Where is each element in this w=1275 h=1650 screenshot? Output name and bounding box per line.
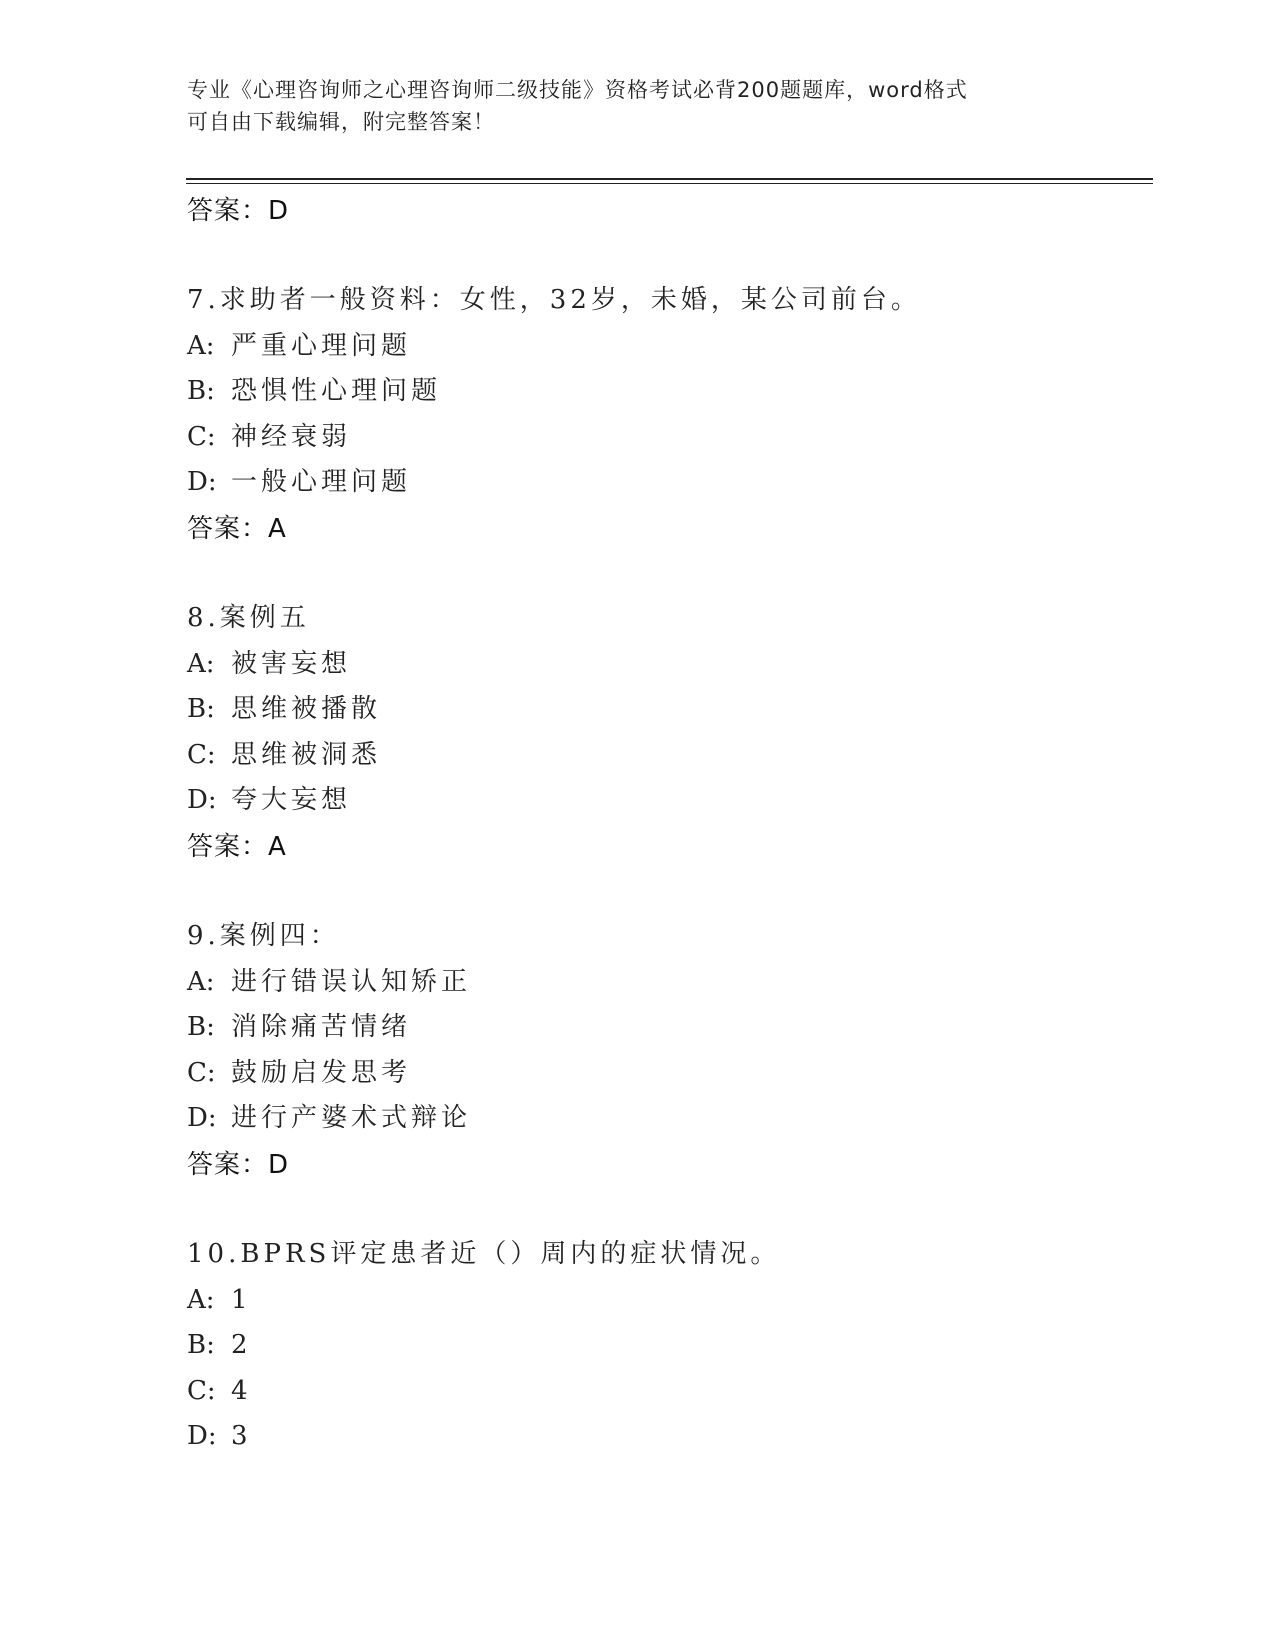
question-block bbox=[187, 278, 1147, 552]
option-label: C: bbox=[187, 1057, 216, 1088]
option-text: 严重心理问题 bbox=[231, 330, 412, 361]
option-text: 一般心理问题 bbox=[231, 467, 412, 498]
question-stem: 10.BPRS评定患者近（）周内的症状情况。 bbox=[187, 1238, 781, 1269]
answer-line: 答案：A bbox=[187, 831, 287, 862]
question-block bbox=[187, 1232, 1147, 1460]
option-text: 思维被播散 bbox=[231, 694, 382, 725]
header-line-2: 可自由下载编辑，附完整答案！ bbox=[187, 110, 495, 134]
option-text: 1 bbox=[231, 1284, 252, 1315]
answer-line: 答案：A bbox=[187, 513, 287, 544]
option-a bbox=[187, 642, 1147, 688]
option-text: 进行错误认知矫正 bbox=[231, 966, 472, 997]
option-d bbox=[187, 1096, 1147, 1142]
option-label: B: bbox=[187, 694, 215, 725]
option-text: 夸大妄想 bbox=[231, 785, 352, 816]
question-stem: 8.案例五 bbox=[187, 602, 310, 633]
header-rule-thick bbox=[186, 178, 1153, 180]
option-d bbox=[187, 778, 1147, 824]
option-text: 2 bbox=[231, 1330, 252, 1361]
option-label: A: bbox=[187, 1284, 215, 1315]
option-label: D: bbox=[187, 1103, 217, 1134]
option-d bbox=[187, 460, 1147, 506]
option-label: A: bbox=[187, 330, 215, 361]
question-block bbox=[187, 914, 1147, 1188]
header-line-1: 专业《心理咨询师之心理咨询师二级技能》资格考试必背200题题库，word格式 bbox=[187, 78, 968, 102]
option-text: 鼓励启发思考 bbox=[231, 1057, 412, 1088]
header-rule-thin bbox=[186, 183, 1153, 184]
option-c bbox=[187, 1051, 1147, 1097]
question-stem: 9.案例四： bbox=[187, 920, 340, 951]
option-label: B: bbox=[187, 1012, 215, 1043]
option-text: 恐惧性心理问题 bbox=[231, 376, 442, 407]
option-text: 神经衰弱 bbox=[231, 421, 352, 452]
option-c bbox=[187, 415, 1147, 461]
option-c bbox=[187, 733, 1147, 779]
option-b bbox=[187, 1323, 1147, 1369]
option-a bbox=[187, 1278, 1147, 1324]
option-label: C: bbox=[187, 739, 216, 770]
option-text: 消除痛苦情绪 bbox=[231, 1012, 412, 1043]
option-text: 3 bbox=[231, 1421, 252, 1452]
option-label: D: bbox=[187, 1421, 217, 1452]
option-label: A: bbox=[187, 648, 215, 679]
option-c bbox=[187, 1369, 1147, 1415]
option-d bbox=[187, 1414, 1147, 1460]
option-label: D: bbox=[187, 467, 217, 498]
document-header bbox=[187, 74, 1067, 138]
question-block bbox=[187, 596, 1147, 870]
option-a bbox=[187, 324, 1147, 370]
option-label: B: bbox=[187, 1330, 215, 1361]
option-label: A: bbox=[187, 966, 215, 997]
option-text: 进行产婆术式辩论 bbox=[231, 1103, 472, 1134]
option-text: 思维被洞悉 bbox=[231, 739, 382, 770]
answer-line: 答案：D bbox=[187, 1149, 290, 1180]
option-label: C: bbox=[187, 421, 216, 452]
option-label: C: bbox=[187, 1375, 216, 1406]
option-a bbox=[187, 960, 1147, 1006]
option-b bbox=[187, 369, 1147, 415]
option-label: B: bbox=[187, 376, 215, 407]
answer-line: 答案：D bbox=[187, 196, 290, 226]
question-stem: 7.求助者一般资料：女性，32岁，未婚，某公司前台。 bbox=[187, 285, 921, 315]
option-label: D: bbox=[187, 785, 217, 816]
option-text: 4 bbox=[231, 1375, 252, 1406]
option-b bbox=[187, 1005, 1147, 1051]
option-text: 被害妄想 bbox=[231, 648, 352, 679]
document-body bbox=[187, 188, 1147, 1460]
option-b bbox=[187, 687, 1147, 733]
